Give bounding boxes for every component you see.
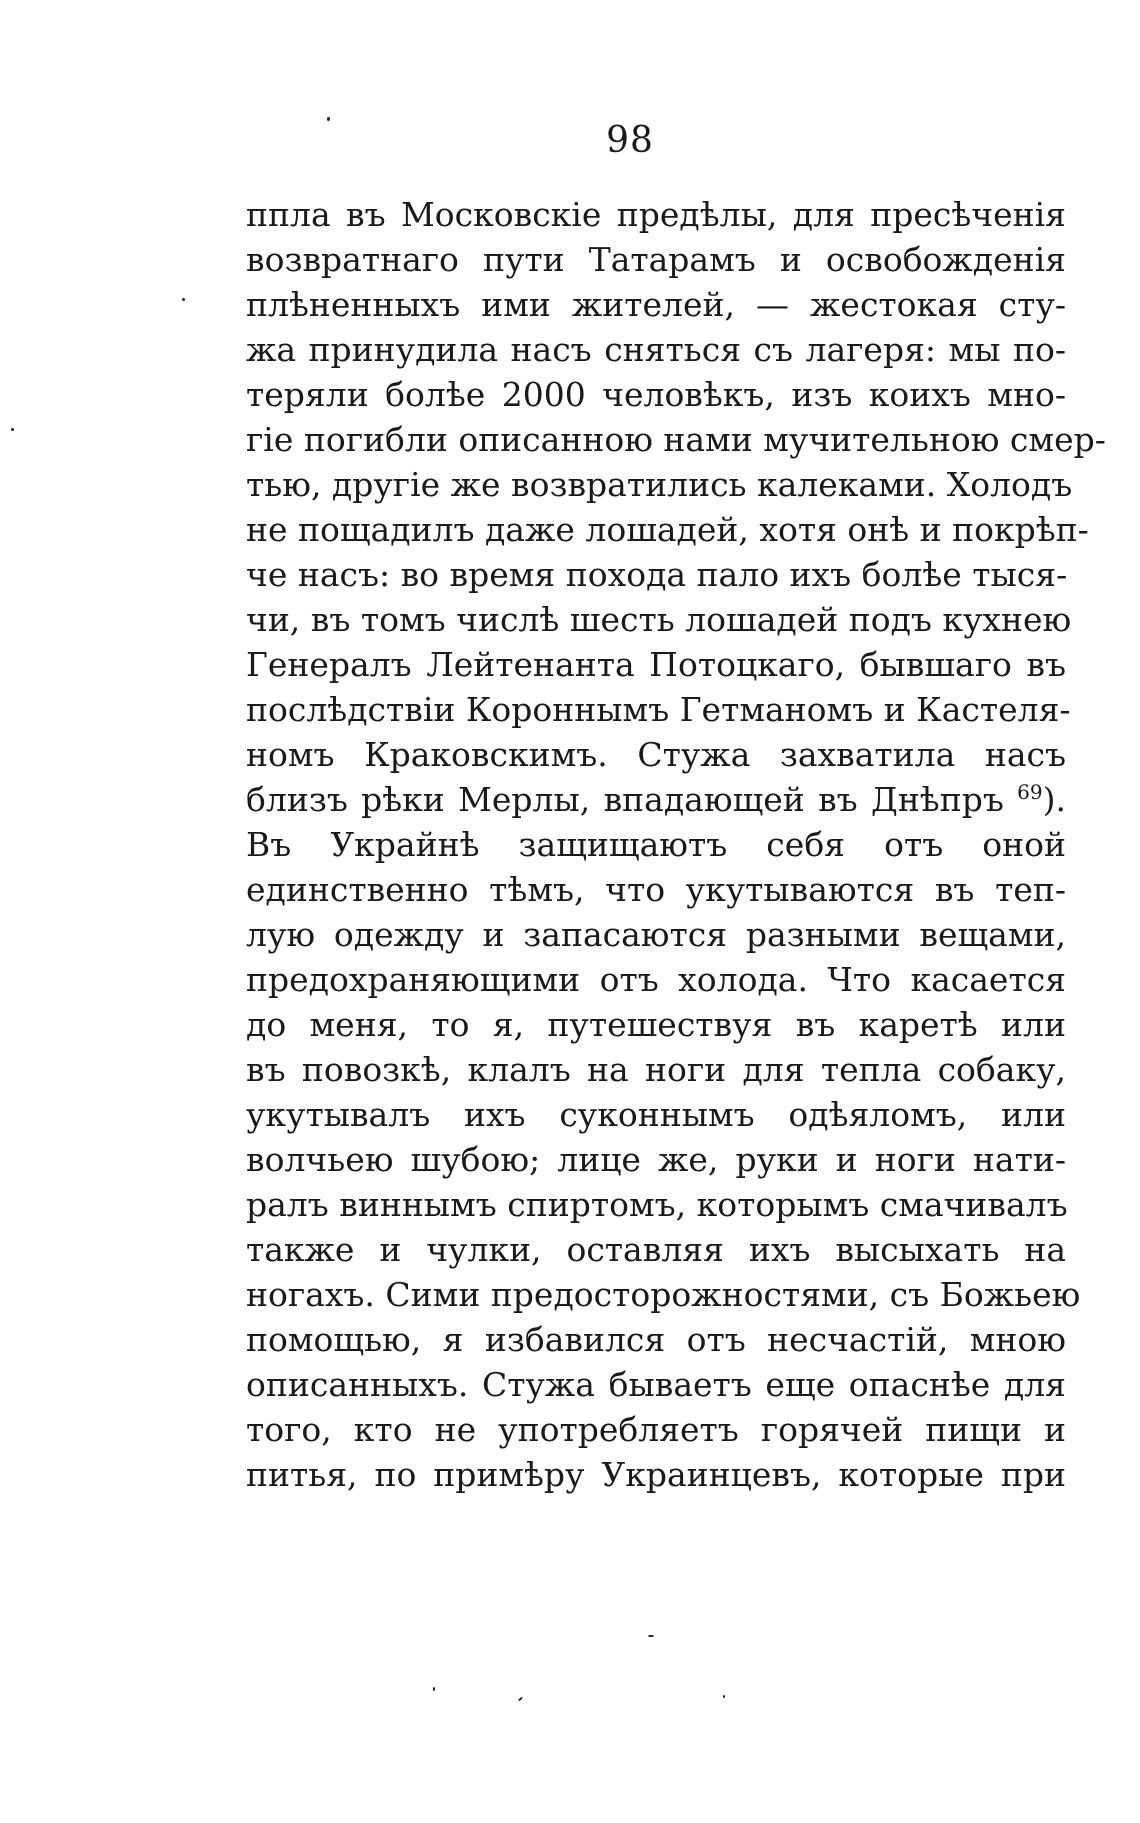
text-line: плѣненныхъ ими жителей, — жестокая сту- (246, 285, 1066, 324)
text-line: Генералъ Лейтенанта Потоцкаго, бывшаго въ (246, 645, 1066, 684)
text-line: лую одежду и запасаются разными вещами, (246, 915, 1066, 954)
scan-speck (723, 1695, 725, 1698)
text-line: не пощадилъ даже лошадей, хотя онѣ и покрѣп- (246, 510, 1089, 549)
text-line: предохраняющими отъ холода. Что касается (246, 960, 1066, 999)
text-line-with-footnote (246, 777, 1066, 822)
text-line: жа принудила насъ сняться съ лагеря: мы по- (246, 330, 1066, 369)
text-line-part: близъ рѣки Мерлы, впадающей въ Днѣпръ (246, 780, 1004, 819)
scan-speck (518, 1697, 523, 1702)
text-line: укутывалъ ихъ суконнымъ одѣяломъ, или (246, 1095, 1066, 1134)
scan-speck (648, 1635, 654, 1637)
scan-speck (433, 1687, 435, 1691)
text-line: чи, въ томъ числѣ шесть лошадей подъ кухнею (246, 600, 1072, 639)
scan-speck (11, 428, 14, 431)
scan-speck (182, 298, 185, 301)
footnote-group (1017, 780, 1066, 819)
text-line: ппла въ Московскіе предѣлы, для пресѣченія (246, 195, 1066, 234)
text-line: волчьею шубою; лице же, руки и ноги нати- (246, 1140, 1066, 1179)
text-line: гіе погибли описанною нами мучительною смер- (246, 420, 1106, 459)
text-line: питья, по примѣру Украинцевъ, которые при (246, 1455, 1066, 1494)
text-line: описанныхъ. Стужа бываетъ еще опаснѣе для (246, 1365, 1066, 1404)
footnote-close: ). (1042, 780, 1066, 819)
text-line: въ повозкѣ, клалъ на ноги для тепла собаку, (246, 1050, 1066, 1089)
text-line: до меня, то я, путешествуя въ каретѣ или (246, 1005, 1066, 1044)
text-line: Въ Украйнѣ защищаютъ себя отъ оной (246, 825, 1066, 864)
text-line: возвратнаго пути Татарамъ и освобожденія (246, 240, 1066, 279)
body-text (246, 192, 1106, 1497)
text-line: единственно тѣмъ, что укутываются въ теп- (246, 870, 1066, 909)
text-line: послѣдствіи Короннымъ Гетманомъ и Кастеля- (246, 690, 1071, 729)
text-line: номъ Краковскимъ. Стужа захватила насъ (246, 735, 1066, 774)
text-line: ралъ виннымъ спиртомъ, которымъ смачивалъ (246, 1185, 1068, 1224)
text-line: теряли болѣе 2000 человѣкъ, изъ коихъ мно- (246, 375, 1066, 414)
text-line: также и чулки, оставляя ихъ высыхать на (246, 1230, 1066, 1269)
text-line: че насъ: во время похода пало ихъ болѣе тыся- (246, 555, 1068, 594)
page-number: 98 (606, 120, 654, 161)
text-line: тью, другіе же возвратились калеками. Холодъ (246, 465, 1073, 504)
text-line: того, кто не употребляетъ горячей пищи и (246, 1410, 1066, 1449)
text-line: ногахъ. Сими предосторожностями, съ Божьею (246, 1275, 1081, 1314)
text-line: помощью, я избавился отъ несчастій, мною (246, 1320, 1066, 1359)
footnote-reference: 69 (1017, 780, 1043, 804)
scan-speck (327, 117, 330, 121)
